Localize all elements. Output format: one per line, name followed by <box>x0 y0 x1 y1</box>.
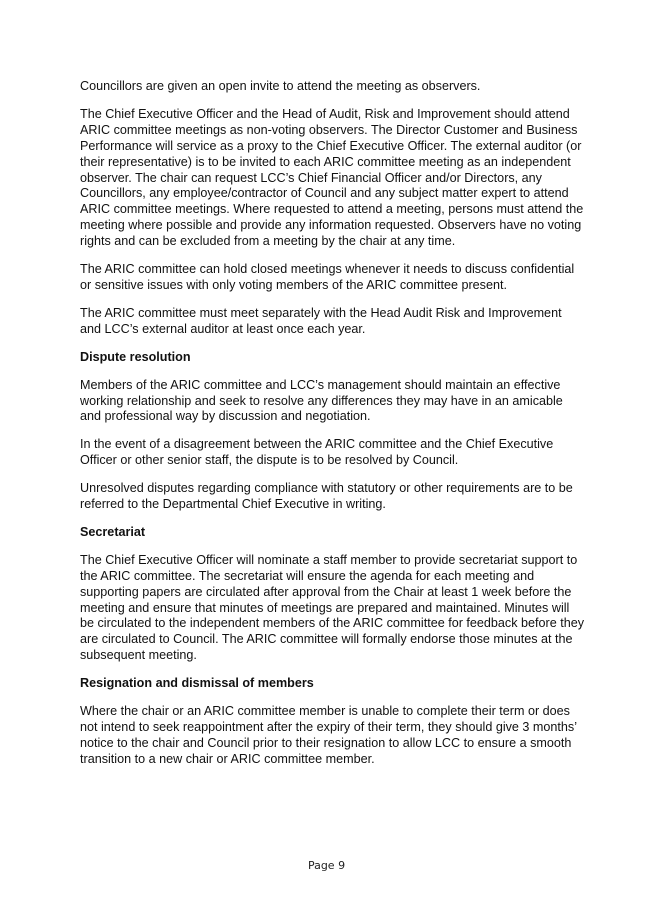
paragraph-working-relationship: Members of the ARIC committee and LCC’s management should maintain an effective working relationship and seek to resolve any differences they may have in an amicable and professional way by discussion and negotiation. <box>80 377 563 424</box>
paragraph-closed-meetings: The ARIC committee can hold closed meetings whenever it needs to discuss confidential or sensitive issues with only voting members of the ARIC committee present. <box>80 262 575 292</box>
document-body <box>80 79 585 780</box>
paragraph-secretariat-support: The Chief Executive Officer will nominate a staff member to provide secretariat support to the ARIC committee. The secretariat will ensure the agenda for each meeting and supporting papers are circulated after approval from the Chair at least 1 week before the meeting and ensure that minutes of meetings are prepared and maintained. Minutes will be circulated to the independent members of the ARIC committee for feedback before they are circulated to Council. The ARIC committee will formally endorse those minutes at the subsequent meeting. <box>80 552 585 663</box>
heading-secretariat: Secretariat <box>80 524 146 539</box>
heading-resignation-dismissal: Resignation and dismissal of members <box>80 676 314 691</box>
heading-dispute-resolution: Dispute resolution <box>80 349 191 364</box>
paragraph-separate-meetings: The ARIC committee must meet separately with the Head Audit Risk and Improvement and LCC’s external auditor at least once each year. <box>80 305 562 336</box>
paragraph-observers-invite: Councillors are given an open invite to attend the meeting as observers. <box>80 79 481 93</box>
page-number: Page 9 <box>307 859 346 872</box>
paragraph-non-voting-observers: The Chief Executive Officer and the Head of Audit, Risk and Improvement should attend ARIC committee meetings as non-voting observers. The Director Customer and Business Performance will service as a proxy to the Chief Executive Officer. The external auditor (or their representative) is to be invited to each ARIC committee meeting as an independent observer. The chair can request LCC’s Chief Financial Officer and/or Directors, any Councillors, any employee/contractor of Council and any subject matter expert to attend ARIC committee meetings. Where requested to attend a meeting, persons must attend the meeting where possible and provide any information requested. Observers have no voting rights and can be excluded from a meeting by the chair at any time. <box>80 106 584 249</box>
paragraph-resignation-notice: Where the chair or an ARIC committee member is unable to complete their term or does not intend to seek reappointment after the expiry of their term, they should give 3 months’ notice to the chair and Council prior to their resignation to allow LCC to ensure a smooth transition to a new chair or ARIC committee member. <box>80 704 577 766</box>
paragraph-disagreement: In the event of a disagreement between the ARIC committee and the Chief Executive Officer or other senior staff, the dispute is to be resolved by Council. <box>80 437 554 468</box>
paragraph-unresolved-disputes: Unresolved disputes regarding compliance with statutory or other requirements are to be referred to the Departmental Chief Executive in writing. <box>80 481 573 512</box>
